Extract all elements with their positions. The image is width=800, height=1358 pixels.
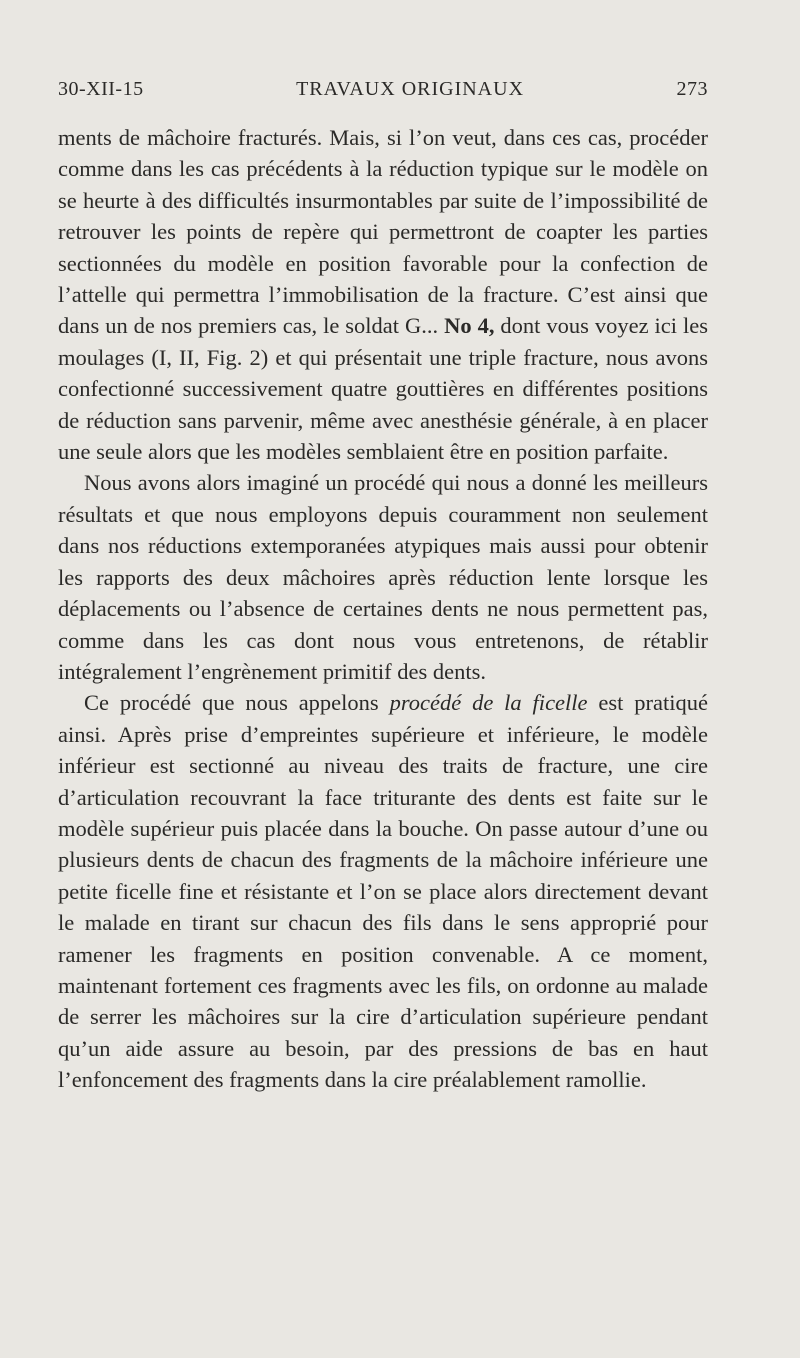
paragraph-1-text-a: ments de mâchoire fracturés. Mais, si l’on veut, dans ces cas, procéder comme dans les cas précédents à la réduction typique sur le modèle on se heurte à des difficultés insurmontables par suite de l’impossibilité de retrouver les points de repère qui permettront de coapter les parties sectionnées du modèle en position favorable pour la confection de l’attelle qui permettra l’immobilisation de la fracture. C’est ainsi que dans un de nos premiers cas, le soldat G... bbox=[58, 125, 708, 339]
case-number: No 4, bbox=[444, 313, 495, 339]
paragraph-3-text-b: est pratiqué ainsi. Après prise d’empreintes supérieure et inférieure, le modèle inférieur est sectionné au niveau des traits de fracture, une cire d’articulation recouvrant la face triturante des dents est faite sur le modèle supérieur puis placée dans la bouche. On passe autour d’une ou plusieurs dents de chacun des fragments de la mâchoire inférieure une petite ficelle fine et résistante et l’on se place alors directement devant le malade en tirant sur chacun des fils dans le sens approprié pour ramener les fragments en position convenable. A ce moment, maintenant fortement ces fragments avec les fils, on ordonne au malade de serrer les mâchoires sur la cire d’articulation supérieure pendant qu’un aide assure au besoin, par des pressions de bas en haut l’enfoncement des fragments dans la cire préalablement ramollie. bbox=[58, 690, 708, 1093]
paragraph-1 bbox=[58, 122, 708, 467]
body-text bbox=[58, 122, 708, 1096]
paragraph-3-text-a: Ce procédé que nous appelons bbox=[84, 690, 390, 716]
page-number: 273 bbox=[676, 78, 708, 100]
procedure-name: procédé de la ficelle bbox=[389, 690, 588, 716]
paragraph-2: Nous avons alors imaginé un procédé qui nous a donné les meilleurs résultats et que nous employons depuis couramment non seulement dans nos réductions extemporanées atypiques mais aussi pour obtenir les rapports des deux mâchoires après réduction lente lorsque les déplacements ou l’absence de certaines dents ne nous permettent pas, comme dans les cas dont nous vous entretenons, de rétablir intégralement l’engrènement primitif des dents. bbox=[58, 470, 708, 684]
paragraph-1-text-b: dont vous voyez ici les moulages (I, II, Fig. 2) et qui présentait une triple fracture, nous avons confectionné successivement quatre gouttières en différentes positions de réduction sans parvenir, même avec anesthésie générale, à en placer une seule alors que les modèles semblaient être en position parfaite. bbox=[58, 313, 708, 465]
running-header bbox=[58, 78, 708, 112]
header-date: 30-XII-15 bbox=[58, 78, 144, 100]
paragraph-3 bbox=[58, 687, 708, 1095]
header-title: TRAVAUX ORIGINAUX bbox=[296, 78, 525, 100]
